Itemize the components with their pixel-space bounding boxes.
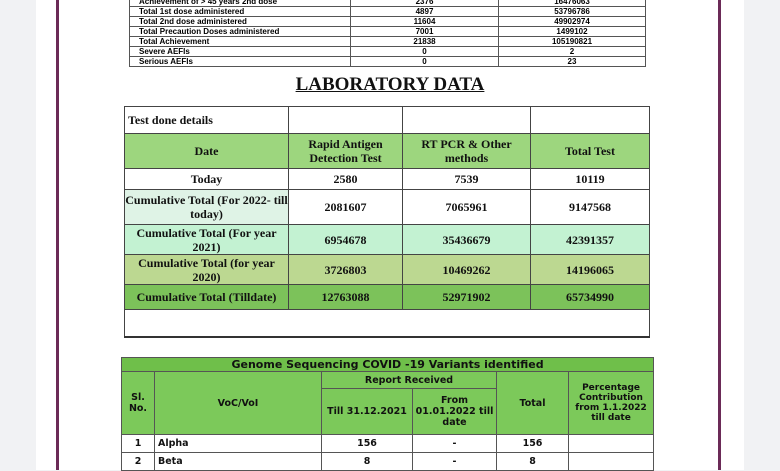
column-header-rapid-antigen: Rapid Antigen Detection Test (289, 134, 403, 169)
genome-sequencing-table (121, 357, 654, 471)
total-test-value: 65734990 (531, 285, 650, 310)
column-header-total: Total (497, 372, 569, 435)
till-2021-value: 8 (322, 453, 413, 471)
vaccination-total-value: 49902974 (499, 17, 646, 27)
rapid-antigen-value: 2081607 (289, 190, 403, 225)
table-row (125, 285, 650, 310)
table-row (122, 453, 654, 471)
row-label: Cumulative Total (For 2022- till today) (125, 190, 289, 225)
table-row (130, 17, 646, 27)
rt-pcr-value: 7539 (403, 169, 531, 190)
column-header-from-2022: From 01.01.2022 till date (413, 389, 497, 435)
empty-cell (125, 310, 650, 338)
total-value: 156 (497, 435, 569, 453)
vaccination-total-value: 53796786 (499, 7, 646, 17)
column-header-total-test: Total Test (531, 134, 650, 169)
variant-name: Beta (155, 453, 322, 471)
vaccination-today-value: 2376 (351, 0, 499, 7)
table-row (130, 7, 646, 17)
vaccination-label: Total 1st dose administered (130, 7, 351, 17)
table-row (130, 47, 646, 57)
table-row (130, 37, 646, 47)
vaccination-total-value: 1499102 (499, 27, 646, 37)
vaccination-today-value: 7001 (351, 27, 499, 37)
total-test-value: 14196065 (531, 255, 650, 285)
till-2021-value: 156 (322, 435, 413, 453)
laboratory-table (124, 106, 650, 338)
table-row (125, 255, 650, 285)
vaccination-today-value: 4897 (351, 7, 499, 17)
rapid-antigen-value: 12763088 (289, 285, 403, 310)
vaccination-table (129, 0, 646, 67)
column-header-date: Date (125, 134, 289, 169)
sl-no: 1 (122, 435, 155, 453)
total-value: 8 (497, 453, 569, 471)
column-header-sl-no: Sl. No. (122, 372, 155, 435)
rt-pcr-value: 35436679 (403, 225, 531, 255)
vaccination-label: Total 2nd dose administered (130, 17, 351, 27)
row-label: Cumulative Total (For year 2021) (125, 225, 289, 255)
vaccination-today-value: 21838 (351, 37, 499, 47)
caption-spacer (403, 107, 531, 134)
vaccination-total-value: 16476063 (499, 0, 646, 7)
percentage-value (569, 435, 654, 453)
total-test-value: 10119 (531, 169, 650, 190)
table-row (130, 27, 646, 37)
table-row (122, 435, 654, 453)
rt-pcr-value: 10469262 (403, 255, 531, 285)
vaccination-today-value: 0 (351, 47, 499, 57)
vaccination-today-value: 11604 (351, 17, 499, 27)
empty-row (125, 310, 650, 338)
sl-no: 2 (122, 453, 155, 471)
row-label: Today (125, 169, 289, 190)
caption-spacer (289, 107, 403, 134)
vaccination-label: Severe AEFIs (130, 47, 351, 57)
vaccination-label: Achievement of > 45 years 2nd dose (130, 0, 351, 7)
variant-name: Alpha (155, 435, 322, 453)
vaccination-total-value: 23 (499, 57, 646, 67)
table-row (125, 169, 650, 190)
vaccination-label: Total Achievement (130, 37, 351, 47)
row-label: Cumulative Total (for year 2020) (125, 255, 289, 285)
vaccination-label: Total Precaution Doses administered (130, 27, 351, 37)
column-header-report-received: Report Received (322, 372, 497, 389)
genome-table-title: Genome Sequencing COVID -19 Variants identified (122, 358, 654, 372)
vaccination-total-value: 2 (499, 47, 646, 57)
rt-pcr-value: 52971902 (403, 285, 531, 310)
laboratory-data-title: LABORATORY DATA (295, 74, 485, 95)
rt-pcr-value: 7065961 (403, 190, 531, 225)
table-row (130, 57, 646, 67)
column-header-rt-pcr: RT PCR & Other methods (403, 134, 531, 169)
vaccination-total-value: 105190821 (499, 37, 646, 47)
table-row (125, 225, 650, 255)
rapid-antigen-value: 3726803 (289, 255, 403, 285)
column-header-percentage: Percentage Contribution from 1.1.2022 till date (569, 372, 654, 435)
from-2022-value: - (413, 453, 497, 471)
total-test-value: 42391357 (531, 225, 650, 255)
caption-spacer (531, 107, 650, 134)
percentage-value (569, 453, 654, 471)
vaccination-today-value: 0 (351, 57, 499, 67)
vaccination-label: Serious AEFIs (130, 57, 351, 67)
row-label: Cumulative Total (Tilldate) (125, 285, 289, 310)
column-header-voc: VoC/VoI (155, 372, 322, 435)
from-2022-value: - (413, 435, 497, 453)
total-test-value: 9147568 (531, 190, 650, 225)
test-done-caption: Test done details (125, 107, 289, 134)
column-header-till-2021: Till 31.12.2021 (322, 389, 413, 435)
table-row (125, 190, 650, 225)
rapid-antigen-value: 6954678 (289, 225, 403, 255)
rapid-antigen-value: 2580 (289, 169, 403, 190)
